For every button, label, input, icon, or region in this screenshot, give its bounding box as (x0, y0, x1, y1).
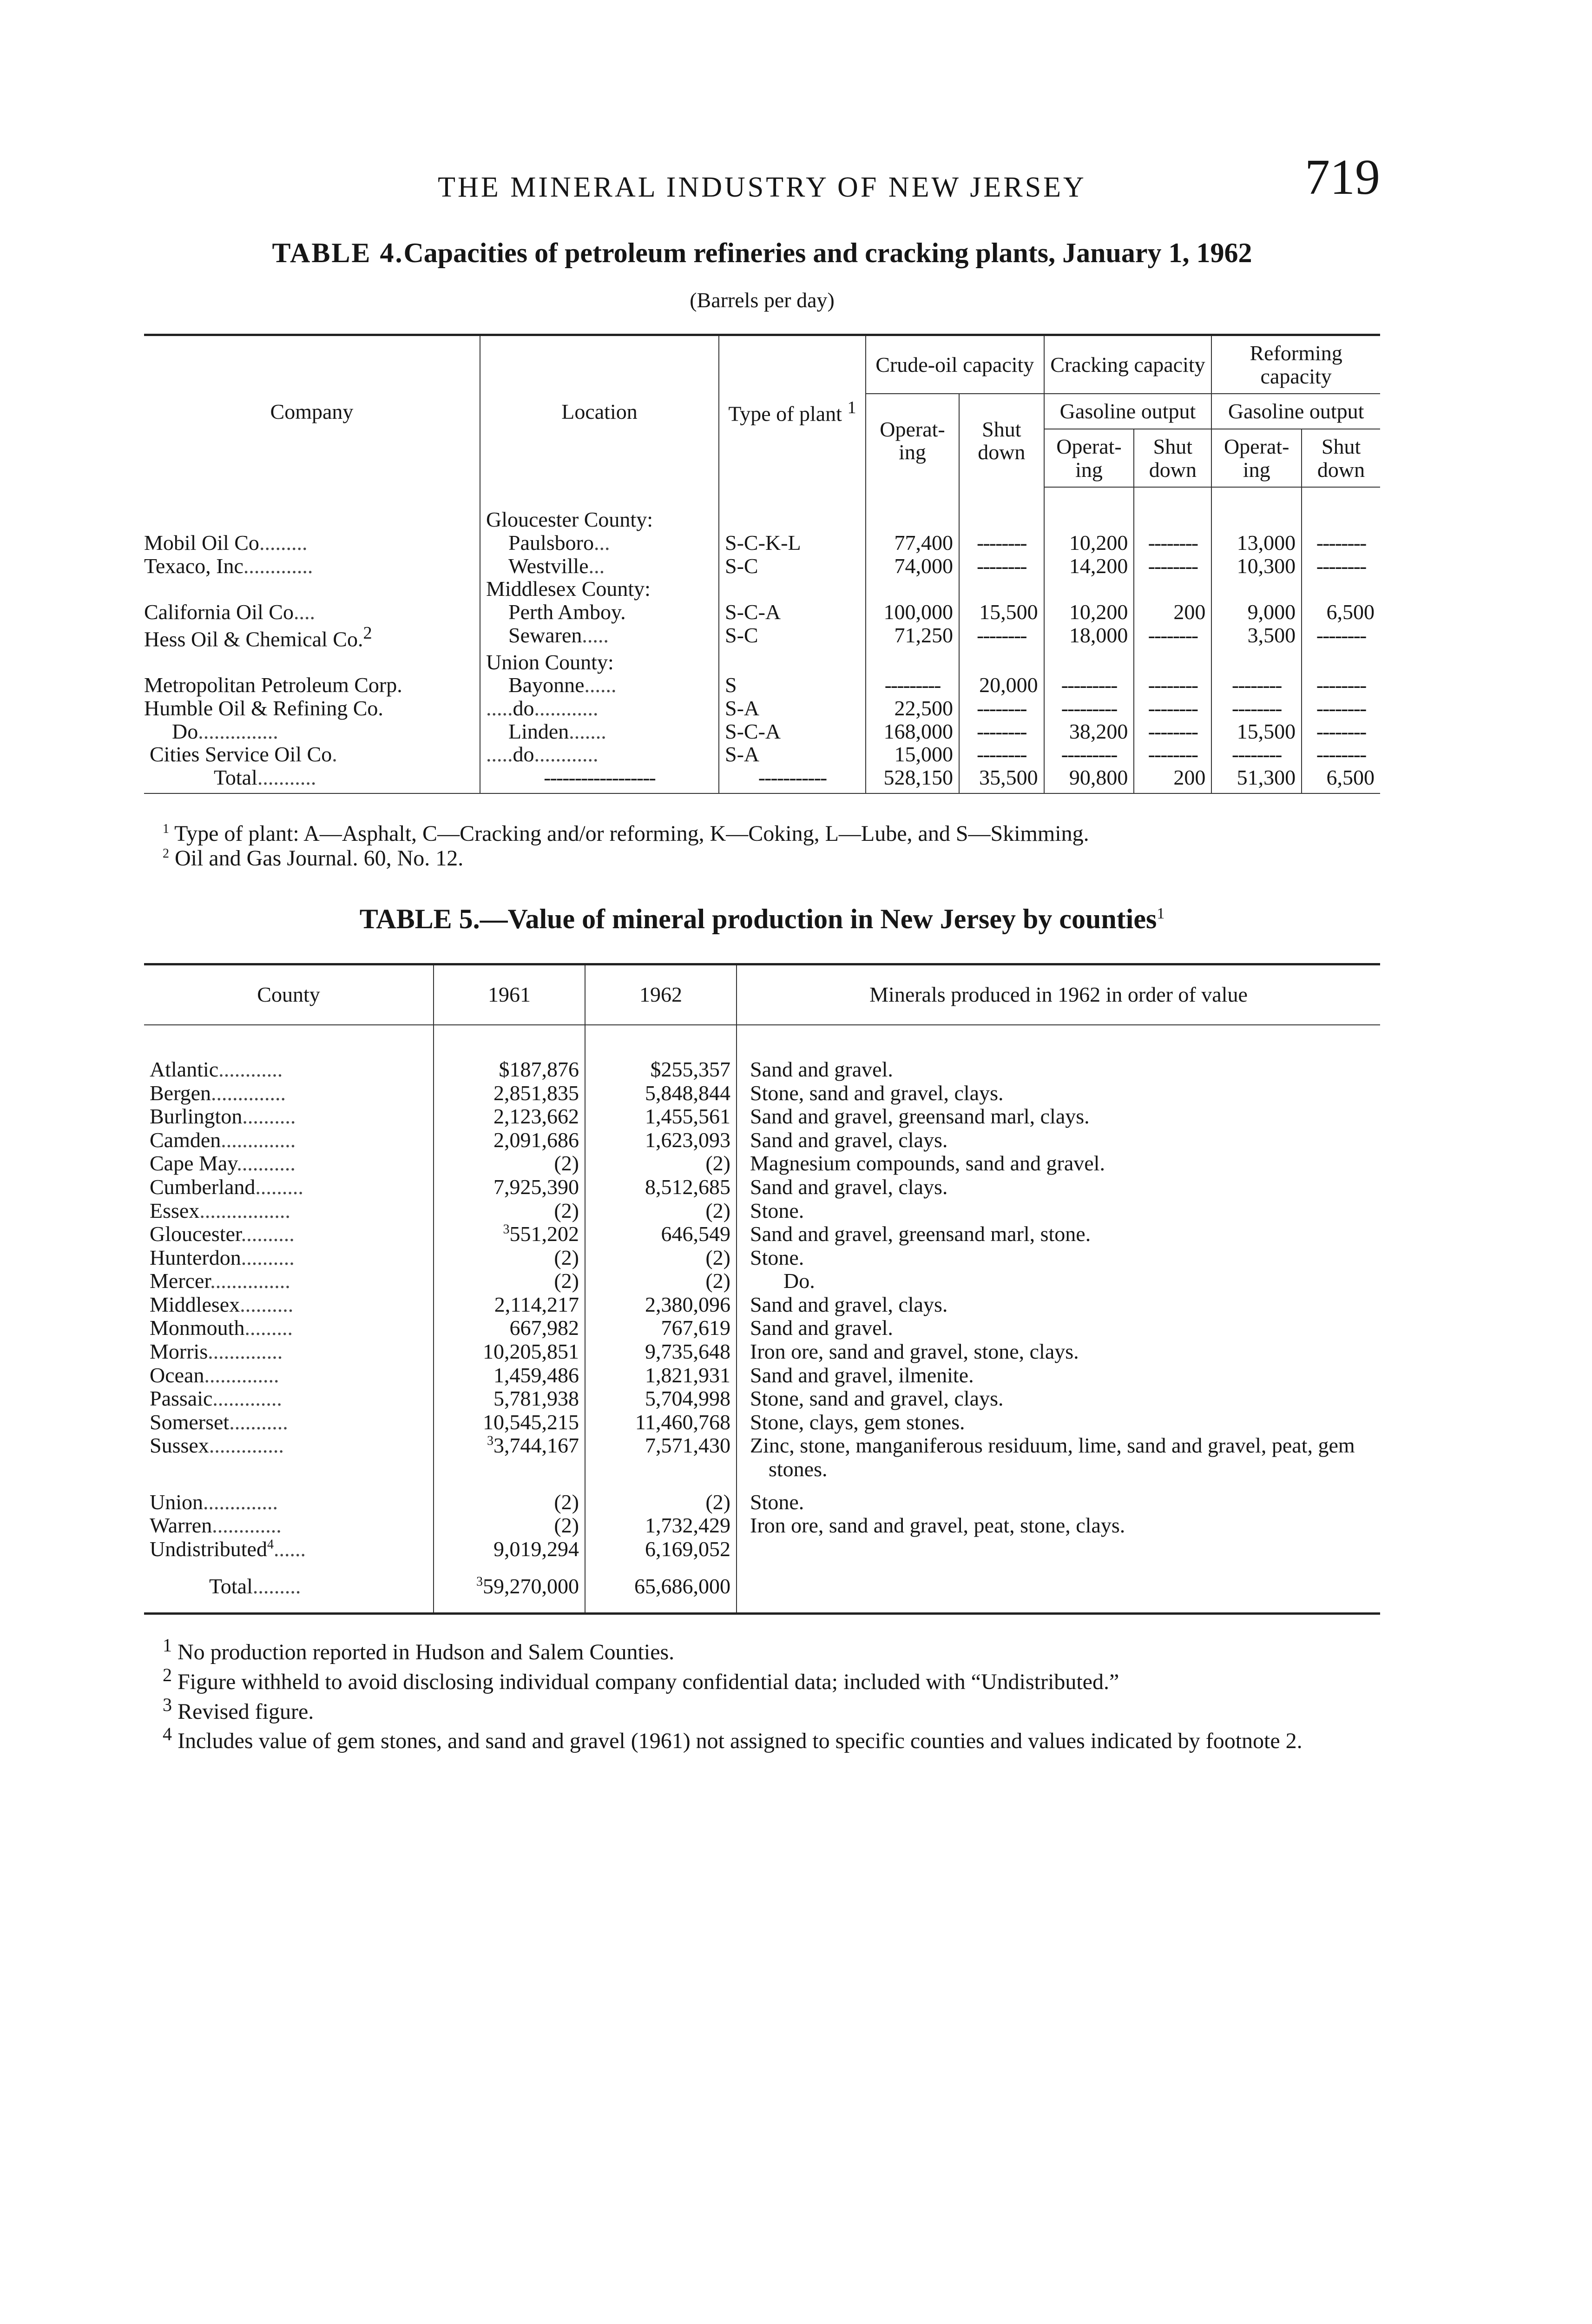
value-1962-cell: (2) (585, 1481, 737, 1514)
value-1962-cell: 7,571,430 (585, 1434, 737, 1481)
location-cell: Sewaren..... (480, 624, 719, 651)
cracking-operating-cell: --------- (1044, 743, 1134, 766)
value-1962-cell: 65,686,000 (585, 1561, 737, 1613)
crude-shutdown-cell: -------- (959, 624, 1044, 651)
location-cell: .....do............ (480, 743, 719, 766)
header-location: Location (480, 335, 719, 488)
company-cell: Metropolitan Petroleum Corp. (144, 673, 402, 697)
footnote-ref: 4 (267, 1537, 274, 1552)
minerals-cell: Stone, clays, gem stones. (737, 1411, 1380, 1434)
value-1961-cell: 9,019,294 (434, 1538, 585, 1561)
county-cell: Ocean.............. (150, 1363, 279, 1387)
minerals-cell: Magnesium compounds, sand and gravel. (737, 1152, 1380, 1175)
county-cell: Mercer............... (150, 1269, 290, 1293)
table-row (144, 1152, 1380, 1175)
header-company: Company (144, 335, 480, 488)
value-1962-cell: 1,455,561 (585, 1105, 737, 1129)
county-cell: Middlesex.......... (150, 1292, 294, 1316)
cracking-operating-cell: --------- (1044, 673, 1134, 697)
header-minerals: Minerals produced in 1962 in order of value (737, 964, 1380, 1025)
table-row (144, 1222, 1380, 1246)
table-row (144, 624, 1380, 651)
reforming-operating-cell: -------- (1211, 673, 1302, 697)
header-reforming-gasoline-output: Gasoline output (1211, 394, 1380, 429)
county-cell: Cumberland......... (150, 1175, 303, 1199)
minerals-cell: Stone, sand and gravel, clays. (737, 1082, 1380, 1105)
cracking-shutdown-cell: -------- (1134, 720, 1211, 743)
table-row (144, 1514, 1380, 1538)
table-row (144, 1481, 1380, 1514)
reforming-operating-cell: 51,300 (1211, 766, 1302, 793)
table-row (144, 1364, 1380, 1387)
type-cell: S-A (719, 743, 866, 766)
table-row (144, 743, 1380, 766)
value-1962-cell: 2,380,096 (585, 1293, 737, 1317)
cracking-shutdown-cell: -------- (1134, 673, 1211, 697)
cracking-shutdown-cell: -------- (1134, 743, 1211, 766)
minerals-cell (737, 1561, 1380, 1613)
footnote-ref: 3 (487, 1434, 493, 1449)
value-1962-cell: (2) (585, 1269, 737, 1293)
minerals-cell: Iron ore, sand and gravel, stone, clays. (737, 1340, 1380, 1364)
cracking-shutdown-cell: -------- (1134, 555, 1211, 578)
value-1961-cell: 10,205,851 (434, 1340, 585, 1364)
minerals-cell: Sand and gravel, clays. (737, 1175, 1380, 1199)
header-cracking-gasoline-output: Gasoline output (1044, 394, 1212, 429)
table4-title (144, 237, 1380, 269)
reforming-operating-cell: -------- (1211, 743, 1302, 766)
minerals-cell: Sand and gravel, greensand marl, clays. (737, 1105, 1380, 1129)
header-cracking-operating: Operat- ing (1044, 429, 1134, 487)
type-cell: S-A (719, 697, 866, 720)
footnote-ref: 3 (503, 1222, 510, 1237)
reforming-operating-cell: 9,000 (1211, 601, 1302, 624)
cracking-operating-cell: 38,200 (1044, 720, 1134, 743)
type-cell: ----------- (719, 766, 866, 793)
value-1961-cell: 5,781,938 (434, 1387, 585, 1411)
table5-title: TABLE 5.—Value of mineral production in New Jersey by counties$^1$ (359, 904, 1165, 935)
company-cell: Do............... (172, 719, 278, 743)
table-row (144, 720, 1380, 743)
value-1962-cell: 5,704,998 (585, 1387, 737, 1411)
crude-shutdown-cell: -------- (959, 697, 1044, 720)
value-1961-cell: $^3$3,744,167 (434, 1434, 585, 1481)
value-1962-cell: $255,357 (585, 1025, 737, 1082)
table-row (144, 1199, 1380, 1223)
table-row (144, 1129, 1380, 1152)
header-crude-shut-down: Shut down (959, 394, 1044, 487)
table5-footnotes (144, 1635, 1380, 1754)
value-1962-cell: (2) (585, 1199, 737, 1223)
table-row (144, 1538, 1380, 1561)
type-cell: S-C-K-L (719, 531, 866, 555)
table-row (144, 1105, 1380, 1129)
county-cell: Total......... (144, 1561, 434, 1613)
location-cell: Perth Amboy. (480, 601, 719, 624)
footnote: $^2$ Oil and Gas Journal. 60, No. 12. (163, 845, 464, 871)
header-reforming: Reforming capacity (1211, 335, 1380, 394)
value-1962-cell: 1,732,429 (585, 1514, 737, 1538)
value-1961-cell: 2,851,835 (434, 1082, 585, 1105)
reforming-shutdown-cell: -------- (1302, 720, 1380, 743)
county-label: Middlesex County: (480, 577, 719, 601)
value-1961-cell: 2,123,662 (434, 1105, 585, 1129)
header-crude-operating: Operat- ing (866, 394, 959, 487)
header-county: County (144, 964, 434, 1025)
crude-shutdown-cell: -------- (959, 720, 1044, 743)
value-1962-cell: 767,619 (585, 1316, 737, 1340)
value-1962-cell: 6,169,052 (585, 1538, 737, 1561)
location-cell: Paulsboro... (480, 531, 719, 555)
minerals-cell: Stone. (737, 1199, 1380, 1223)
type-cell: S-C (719, 555, 866, 578)
company-cell: California Oil Co.... (144, 600, 315, 624)
cracking-shutdown-cell: -------- (1134, 697, 1211, 720)
total-row (144, 766, 1380, 793)
county-cell: Union.............. (150, 1490, 278, 1514)
type-cell: S-C-A (719, 720, 866, 743)
footnote: $^2$ Figure withheld to avoid disclosing individual company confidential data; included with “Undistributed.” (163, 1664, 1119, 1694)
table-row (144, 1175, 1380, 1199)
minerals-cell: Sand and gravel, clays. (737, 1129, 1380, 1152)
minerals-cell: Sand and gravel, greensand marl, stone. (737, 1222, 1380, 1246)
value-1961-cell: 7,925,390 (434, 1175, 585, 1199)
crude-shutdown-cell: -------- (959, 555, 1044, 578)
company-cell: Mobil Oil Co......... (144, 531, 308, 555)
table-row (144, 1269, 1380, 1293)
footnote-ref: 1 (1157, 905, 1165, 923)
footnote-ref: 3 (476, 1575, 483, 1590)
footnote-ref: 2 (363, 623, 372, 643)
county-cell: Essex................. (150, 1198, 290, 1222)
minerals-cell: Zinc, stone, manganiferous residuum, lime, sand and gravel, peat, gem stones. (737, 1434, 1380, 1481)
crude-shutdown-cell: 15,500 (959, 601, 1044, 624)
county-cell: Passaic............. (150, 1386, 282, 1411)
table-row (144, 508, 1380, 531)
county-cell: Atlantic............ (150, 1057, 283, 1081)
type-cell: S (719, 673, 866, 697)
value-1961-cell: (2) (434, 1199, 585, 1223)
company-cell: Humble Oil & Refining Co. (144, 696, 383, 720)
value-1962-cell: (2) (585, 1246, 737, 1270)
crude-operating-cell: 15,000 (866, 743, 959, 766)
cracking-operating-cell: 10,200 (1044, 601, 1134, 624)
value-1961-cell: 10,545,215 (434, 1411, 585, 1434)
minerals-cell: Sand and gravel. (737, 1316, 1380, 1340)
table-row (144, 1340, 1380, 1364)
value-1961-cell: (2) (434, 1481, 585, 1514)
reforming-operating-cell: 3,500 (1211, 624, 1302, 651)
value-1961-cell: (2) (434, 1514, 585, 1538)
minerals-cell: Sand and gravel, clays. (737, 1293, 1380, 1317)
table4-footnotes (144, 822, 1380, 871)
table-row (144, 1246, 1380, 1270)
table-row (144, 1025, 1380, 1082)
cracking-shutdown-cell: -------- (1134, 531, 1211, 555)
running-head (144, 139, 1380, 209)
reforming-shutdown-cell: -------- (1302, 697, 1380, 720)
value-1962-cell: 646,549 (585, 1222, 737, 1246)
cracking-operating-cell: 10,200 (1044, 531, 1134, 555)
value-1962-cell: 5,848,844 (585, 1082, 737, 1105)
footnote: $^1$ Type of plant: A—Asphalt, C—Cracking and/or reforming, K—Coking, L—Lube, and S—Skimming. (163, 821, 1089, 846)
cracking-operating-cell: 18,000 (1044, 624, 1134, 651)
table4 (144, 334, 1380, 794)
total-row (144, 1561, 1380, 1613)
company-cell: Texaco, Inc............. (144, 554, 313, 578)
crude-shutdown-cell: -------- (959, 531, 1044, 555)
company-cell: Cities Service Oil Co. (150, 742, 337, 766)
reforming-operating-cell: 10,300 (1211, 555, 1302, 578)
cracking-operating-cell: 14,200 (1044, 555, 1134, 578)
county-cell: Burlington.......... (150, 1104, 296, 1129)
table-row (144, 555, 1380, 578)
value-1962-cell: 1,623,093 (585, 1129, 737, 1152)
value-1961-cell: (2) (434, 1152, 585, 1175)
county-cell: Gloucester.......... (150, 1222, 295, 1246)
reforming-operating-cell: 13,000 (1211, 531, 1302, 555)
type-cell: S-C (719, 624, 866, 651)
header-crude-oil: Crude-oil capacity (866, 335, 1044, 394)
crude-operating-cell: 168,000 (866, 720, 959, 743)
minerals-cell: Sand and gravel, ilmenite. (737, 1364, 1380, 1387)
footnote: $^4$ Includes value of gem stones, and sand and gravel (1961) not assigned to specific counties and values indicated by footnote 2. (163, 1723, 1303, 1754)
table-row (144, 1293, 1380, 1317)
table-row (144, 697, 1380, 720)
header-cracking: Cracking capacity (1044, 335, 1212, 394)
crude-operating-cell: --------- (866, 673, 959, 697)
table-row (144, 1316, 1380, 1340)
value-1961-cell: 2,091,686 (434, 1129, 585, 1152)
crude-operating-cell: 528,150 (866, 766, 959, 793)
table-row (144, 1387, 1380, 1411)
table-row (144, 1411, 1380, 1434)
crude-operating-cell: 100,000 (866, 601, 959, 624)
header-reforming-shut-down: Shut down (1302, 429, 1380, 487)
location-cell: ------------------ (480, 766, 719, 793)
type-cell: S-C-A (719, 601, 866, 624)
header-reforming-operating: Operat- ing (1211, 429, 1302, 487)
cracking-operating-cell: --------- (1044, 697, 1134, 720)
reforming-shutdown-cell: -------- (1302, 555, 1380, 578)
county-cell: Sussex.............. (150, 1433, 284, 1458)
header-1962: 1962 (585, 964, 737, 1025)
table-row (144, 1082, 1380, 1105)
cracking-shutdown-cell: 200 (1134, 601, 1211, 624)
county-cell: Warren............. (150, 1513, 282, 1538)
minerals-cell: Stone. (737, 1246, 1380, 1270)
county-cell: Bergen.............. (150, 1081, 286, 1105)
county-cell: Camden.............. (150, 1128, 296, 1152)
table-row (144, 577, 1380, 601)
minerals-cell: Iron ore, sand and gravel, peat, stone, clays. (737, 1514, 1380, 1538)
value-1962-cell: 9,735,648 (585, 1340, 737, 1364)
table-row (144, 531, 1380, 555)
county-cell: Somerset........... (150, 1410, 288, 1434)
company-cell: Hess Oil & Chemical Co.$^2$ (144, 623, 372, 651)
running-title: THE MINERAL INDUSTRY OF NEW JERSEY (438, 172, 1086, 203)
reforming-shutdown-cell: -------- (1302, 624, 1380, 651)
value-1961-cell: $187,876 (434, 1025, 585, 1082)
reforming-shutdown-cell: -------- (1302, 673, 1380, 697)
value-1961-cell: 667,982 (434, 1316, 585, 1340)
header-type-of-plant: Type of plant $^1$ (719, 335, 866, 488)
value-1961-cell: (2) (434, 1246, 585, 1270)
value-1961-cell: 2,114,217 (434, 1293, 585, 1317)
table4-label: TABLE 4. (272, 238, 404, 268)
crude-shutdown-cell: 35,500 (959, 766, 1044, 793)
minerals-cell: Sand and gravel. (737, 1025, 1380, 1082)
table-row (144, 601, 1380, 624)
value-1961-cell: $^3$59,270,000 (434, 1561, 585, 1613)
location-cell: .....do............ (480, 697, 719, 720)
minerals-cell (737, 1538, 1380, 1561)
location-cell: Linden....... (480, 720, 719, 743)
company-cell: Total........... (144, 766, 480, 793)
reforming-shutdown-cell: -------- (1302, 531, 1380, 555)
value-1962-cell: 11,460,768 (585, 1411, 737, 1434)
footnote-ref: 1 (847, 397, 856, 417)
county-cell: Cape May........... (150, 1151, 296, 1175)
county-cell: Morris.............. (150, 1340, 283, 1364)
value-1962-cell: 1,821,931 (585, 1364, 737, 1387)
table-row (144, 651, 1380, 674)
location-cell: Westville... (480, 555, 719, 578)
table-row (144, 673, 1380, 697)
value-1962-cell: (2) (585, 1152, 737, 1175)
value-1961-cell: (2) (434, 1269, 585, 1293)
header-1961: 1961 (434, 964, 585, 1025)
footnote: $^3$ Revised figure. (163, 1694, 314, 1724)
table-row (144, 1434, 1380, 1481)
county-cell: Undistributed$^4$...... (150, 1537, 306, 1561)
value-1961-cell: $^3$551,202 (434, 1222, 585, 1246)
cracking-operating-cell: 90,800 (1044, 766, 1134, 793)
value-1962-cell: 8,512,685 (585, 1175, 737, 1199)
crude-operating-cell: 71,250 (866, 624, 959, 651)
county-cell: Hunterdon.......... (150, 1245, 295, 1269)
crude-operating-cell: 74,000 (866, 555, 959, 578)
county-label: Union County: (480, 651, 719, 674)
header-cracking-shut-down: Shut down (1134, 429, 1211, 487)
county-label: Gloucester County: (480, 508, 719, 531)
minerals-cell: Do. (737, 1269, 1380, 1293)
reforming-operating-cell: 15,500 (1211, 720, 1302, 743)
county-cell: Monmouth......... (150, 1316, 293, 1340)
table5 (144, 963, 1380, 1615)
reforming-shutdown-cell: 6,500 (1302, 766, 1380, 793)
reforming-shutdown-cell: -------- (1302, 743, 1380, 766)
crude-operating-cell: 77,400 (866, 531, 959, 555)
cracking-shutdown-cell: 200 (1134, 766, 1211, 793)
table4-title-text: Capacities of petroleum refineries and cracking plants, January 1, 1962 (403, 238, 1252, 268)
cracking-shutdown-cell: -------- (1134, 624, 1211, 651)
page-number: 719 (1305, 150, 1380, 205)
minerals-cell: Stone. (737, 1481, 1380, 1514)
minerals-cell: Stone, sand and gravel, clays. (737, 1387, 1380, 1411)
reforming-shutdown-cell: 6,500 (1302, 601, 1380, 624)
document-page (144, 139, 1380, 1754)
crude-operating-cell: 22,500 (866, 697, 959, 720)
table4-subtitle: (Barrels per day) (690, 288, 835, 312)
location-cell: Bayonne...... (480, 673, 719, 697)
crude-shutdown-cell: 20,000 (959, 673, 1044, 697)
footnote: $^1$ No production reported in Hudson and Salem Counties. (163, 1635, 675, 1664)
value-1961-cell: 1,459,486 (434, 1364, 585, 1387)
crude-shutdown-cell: -------- (959, 743, 1044, 766)
reforming-operating-cell: -------- (1211, 697, 1302, 720)
